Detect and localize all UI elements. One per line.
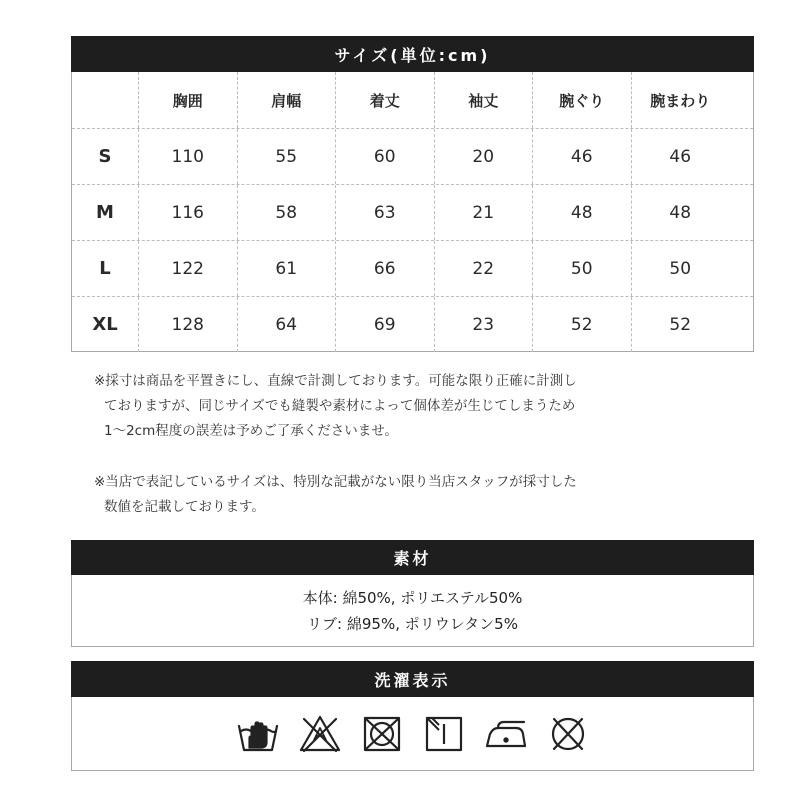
size-label: S bbox=[98, 146, 112, 167]
table-cell: 110 bbox=[138, 129, 237, 184]
table-cell: 63 bbox=[335, 185, 434, 240]
table-cell: 66 bbox=[335, 241, 434, 296]
note-line: 数値を記載しております。 bbox=[104, 499, 265, 515]
table-cell: 50 bbox=[631, 241, 730, 296]
table-cell: 61 bbox=[237, 241, 336, 296]
table-cell: 64 bbox=[237, 297, 336, 352]
hand-wash-icon bbox=[236, 714, 280, 754]
column-header-chest: 胸囲 bbox=[138, 72, 237, 128]
table-cell: 58 bbox=[237, 185, 336, 240]
table-row bbox=[72, 296, 753, 352]
table-cell: 46 bbox=[532, 129, 631, 184]
table-cell: 128 bbox=[138, 297, 237, 352]
table-cell: 52 bbox=[631, 297, 730, 352]
column-header-arm-circumference: 腕まわり bbox=[631, 72, 730, 128]
table-cell: 69 bbox=[335, 297, 434, 352]
material-section-title: 素材 bbox=[393, 549, 432, 568]
note-line: ※当店で表記しているサイズは、特別な記載がない限り当店スタッフが採寸した bbox=[94, 474, 577, 490]
size-table-corner bbox=[72, 72, 138, 128]
table-cell: 55 bbox=[237, 129, 336, 184]
column-header-sleeve: 袖丈 bbox=[434, 72, 533, 128]
size-section-header bbox=[71, 36, 754, 72]
iron-low-icon bbox=[484, 714, 528, 754]
table-cell: 60 bbox=[335, 129, 434, 184]
size-section-title: サイズ(単位:cm) bbox=[334, 45, 491, 65]
size-table bbox=[71, 72, 754, 352]
table-cell: 50 bbox=[532, 241, 631, 296]
table-row bbox=[72, 184, 753, 240]
size-label: M bbox=[96, 202, 114, 223]
column-header-armhole: 腕ぐり bbox=[532, 72, 631, 128]
no-tumble-dry-icon bbox=[360, 714, 404, 754]
material-rib-line: リブ: 綿95%, ポリウレタン5% bbox=[307, 614, 518, 633]
care-symbols-box bbox=[71, 697, 754, 771]
size-source-note bbox=[94, 470, 577, 520]
care-section-header bbox=[71, 661, 754, 697]
size-label: L bbox=[99, 258, 111, 279]
table-row bbox=[72, 128, 753, 184]
table-cell: 48 bbox=[532, 185, 631, 240]
material-box bbox=[71, 575, 754, 647]
line-dry-shade-icon bbox=[422, 714, 466, 754]
column-header-shoulder: 肩幅 bbox=[237, 72, 336, 128]
care-section-title: 洗濯表示 bbox=[374, 670, 451, 690]
note-line: 1～2cm程度の誤差は予めご了承くださいませ。 bbox=[104, 423, 398, 439]
table-cell: 46 bbox=[631, 129, 730, 184]
note-line: ておりますが、同じサイズでも縫製や素材によって個体差が生じてしまうため bbox=[104, 398, 576, 414]
note-line: ※採寸は商品を平置きにし、直線で計測しております。可能な限り正確に計測し bbox=[94, 373, 577, 389]
column-header-length: 着丈 bbox=[335, 72, 434, 128]
material-section-header bbox=[71, 540, 754, 575]
table-cell: 122 bbox=[138, 241, 237, 296]
no-bleach-icon bbox=[298, 714, 342, 754]
table-cell: 20 bbox=[434, 129, 533, 184]
size-table-header-row bbox=[72, 72, 753, 128]
table-cell: 52 bbox=[532, 297, 631, 352]
table-cell: 48 bbox=[631, 185, 730, 240]
table-cell: 22 bbox=[434, 241, 533, 296]
table-cell: 21 bbox=[434, 185, 533, 240]
measurement-note bbox=[94, 369, 577, 444]
size-label: XL bbox=[92, 314, 118, 335]
table-row bbox=[72, 240, 753, 296]
table-cell: 116 bbox=[138, 185, 237, 240]
no-dry-clean-icon bbox=[546, 714, 590, 754]
material-body-line: 本体: 綿50%, ポリエステル50% bbox=[302, 588, 523, 607]
table-cell: 23 bbox=[434, 297, 533, 352]
